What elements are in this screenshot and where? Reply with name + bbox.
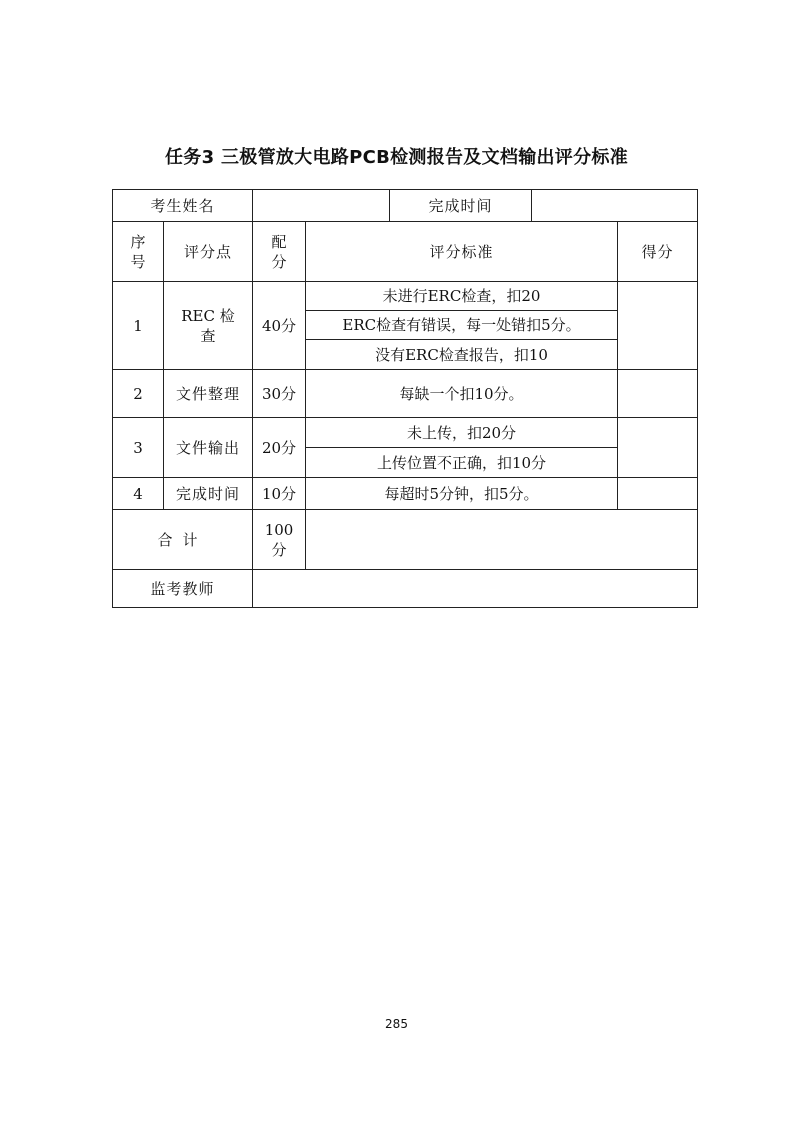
table-row [113, 478, 698, 510]
item-criterion: 未上传，扣20分 [306, 418, 618, 448]
item-alloc: 40分 [253, 282, 306, 370]
info-row [113, 190, 698, 222]
item-alloc: 10分 [253, 478, 306, 510]
item-seq: 4 [113, 478, 164, 510]
total-value [306, 510, 698, 570]
teacher-value [253, 570, 698, 608]
header-alloc: 配 分 [253, 222, 306, 282]
header-point: 评分点 [164, 222, 253, 282]
page-number: 285 [385, 1017, 408, 1031]
header-seq: 序 号 [113, 222, 164, 282]
item-seq: 1 [113, 282, 164, 370]
item-score [618, 282, 698, 370]
table-row [113, 370, 698, 418]
item-alloc: 30分 [253, 370, 306, 418]
item-score [618, 478, 698, 510]
item-point: 文件整理 [164, 370, 253, 418]
name-value [253, 190, 390, 222]
item-point: 文件输出 [164, 418, 253, 478]
teacher-row [113, 570, 698, 608]
total-alloc: 100 分 [253, 510, 306, 570]
item-point: REC 检 查 [164, 282, 253, 370]
table-row [113, 418, 698, 448]
total-label: 合计 [113, 510, 253, 570]
name-label: 考生姓名 [113, 190, 253, 222]
table-row [113, 282, 698, 311]
item-seq: 2 [113, 370, 164, 418]
item-criterion: 每超时5分钟，扣5分。 [306, 478, 618, 510]
item-criterion: 未进行ERC检查，扣20 [306, 282, 618, 311]
header-score: 得分 [618, 222, 698, 282]
item-point: 完成时间 [164, 478, 253, 510]
time-label: 完成时间 [390, 190, 532, 222]
item-score [618, 418, 698, 478]
item-alloc: 20分 [253, 418, 306, 478]
item-criterion: ERC检查有错误，每一处错扣5分。 [306, 311, 618, 340]
item-criterion: 每缺一个扣10分。 [306, 370, 618, 418]
header-criteria: 评分标准 [306, 222, 618, 282]
teacher-label: 监考教师 [113, 570, 253, 608]
document-title: 任务3 三极管放大电路PCB检测报告及文档输出评分标准 [164, 147, 628, 168]
item-score [618, 370, 698, 418]
item-criterion: 没有ERC检查报告，扣10 [306, 340, 618, 370]
item-seq: 3 [113, 418, 164, 478]
time-value [532, 190, 698, 222]
grading-table [112, 189, 698, 608]
item-criterion: 上传位置不正确，扣10分 [306, 448, 618, 478]
header-row [113, 222, 698, 282]
total-row [113, 510, 698, 570]
